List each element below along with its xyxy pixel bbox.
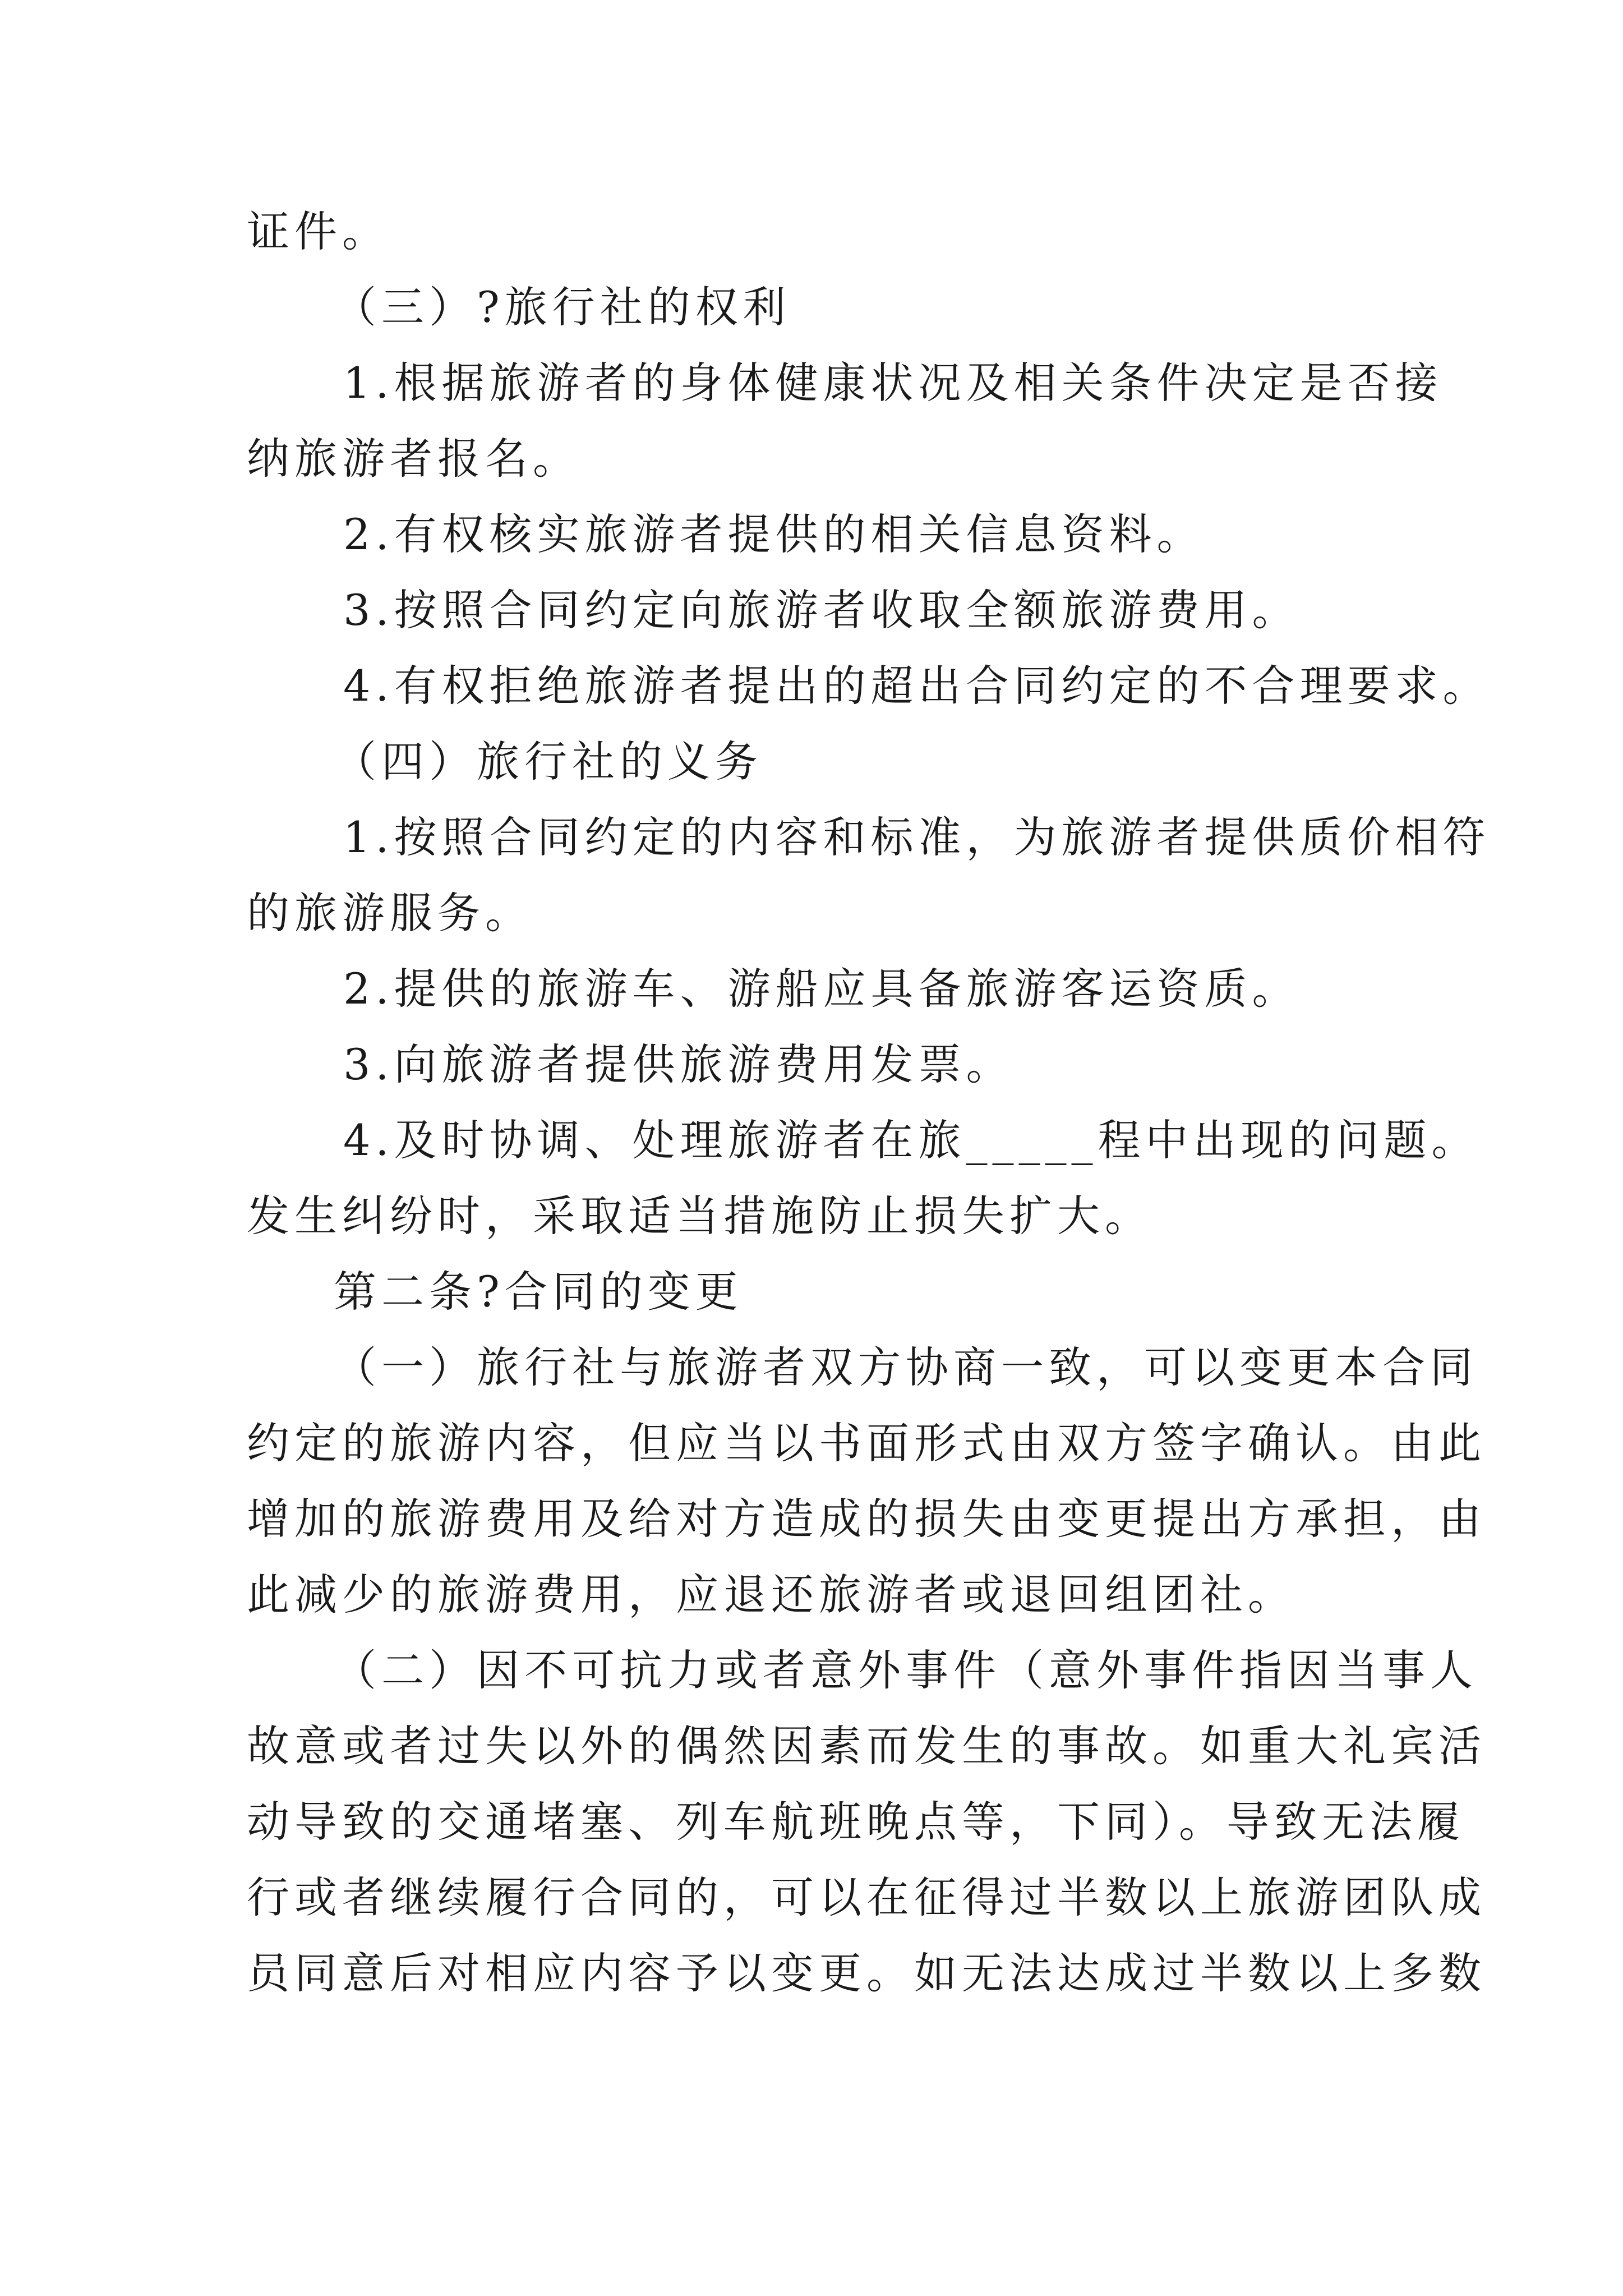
text-line: 2.提供的旅游车、游船应具备旅游客运资质。 xyxy=(343,964,1300,1014)
text-line: 约定的旅游内容，但应当以书面形式由双方签字确认。由此 xyxy=(247,1418,1486,1468)
text-line: 动导致的交通堵塞、列车航班晚点等，下同）。导致无法履 xyxy=(247,1797,1465,1847)
text-line: 证件。 xyxy=(247,206,390,256)
text-line: 4.有权拒绝旅游者提出的超出合同约定的不合理要求。 xyxy=(343,661,1491,711)
text-line: 员同意后对相应内容予以变更。如无法达成过半数以上多数 xyxy=(247,1948,1486,1998)
text-line: 3.向旅游者提供旅游费用发票。 xyxy=(343,1039,1014,1089)
text-line: 行或者继续履行合同的，可以在征得过半数以上旅游团队成 xyxy=(247,1872,1486,1922)
text-line: 3.按照合同约定向旅游者收取全额旅游费用。 xyxy=(343,585,1300,635)
text-line: 的旅游服务。 xyxy=(247,888,533,938)
section-heading: （三）?旅行社的权利 xyxy=(334,282,791,332)
text-line: 纳旅游者报名。 xyxy=(247,434,580,484)
text-line: 1.根据旅游者的身体健康状况及相关条件决定是否接 xyxy=(343,358,1443,408)
text-line: 增加的旅游费用及给对方造成的损失由变更提出方承担，由 xyxy=(247,1494,1486,1544)
text-line: 此减少的旅游费用，应退还旅游者或退回组团社。 xyxy=(247,1570,1295,1619)
article-heading: 第二条?合同的变更 xyxy=(334,1267,743,1317)
text-line: 1.按照合同约定的内容和标准，为旅游者提供质价相符 xyxy=(343,812,1491,862)
text-line: 4.及时协调、处理旅游者在旅_____程中出现的问题。 xyxy=(343,1115,1479,1165)
text-line: 发生纠纷时，采取适当措施防止损失扩大。 xyxy=(247,1191,1152,1241)
text-line: 2.有权核实旅游者提供的相关信息资料。 xyxy=(343,509,1205,559)
text-line: 故意或者过失以外的偶然因素而发生的事故。如重大礼宾活 xyxy=(247,1721,1486,1771)
section-heading: （四）旅行社的义务 xyxy=(334,737,763,786)
text-line: （一）旅行社与旅游者双方协商一致，可以变更本合同 xyxy=(334,1342,1478,1392)
text-line: （二）因不可抗力或者意外事件（意外事件指因当事人 xyxy=(334,1645,1478,1695)
